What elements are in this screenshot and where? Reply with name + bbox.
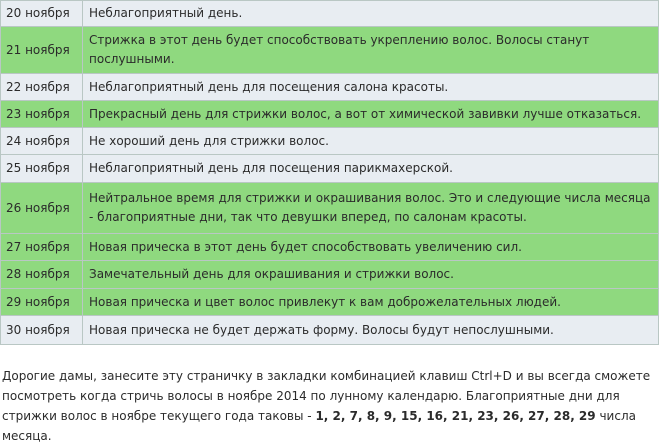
info-text: Дорогие дамы, занесите эту страничку в закладки комбинацией клавиш Ctrl+D и вы всегда сможете посмотреть когда стричь волосы в ноябре 2014 по лунному календарю. Благоприятные дни для стрижки волос в ноябре текущего года таковы -: [2, 369, 651, 423]
table-row: [1, 183, 659, 234]
date-cell: 30 ноября: [1, 316, 83, 345]
description-cell: Новая прическа и цвет волос привлекут к вам доброжелательных людей.: [83, 289, 659, 316]
date-cell: 24 ноября: [1, 128, 83, 155]
description-cell: Новая прическа не будет держать форму. Волосы будут непослушными.: [83, 316, 659, 345]
description-cell: Замечательный день для окрашивания и стрижки волос.: [83, 261, 659, 289]
table-row: [1, 27, 659, 74]
date-cell: 28 ноября: [1, 261, 83, 289]
table-row: [1, 234, 659, 261]
favorable-days: 1, 2, 7, 8, 9, 15, 16, 21, 23, 26, 27, 28, 29: [315, 409, 596, 423]
date-cell: 20 ноября: [1, 1, 83, 27]
description-cell: Неблагоприятный день для посещения парикмахерской.: [83, 155, 659, 183]
info-tail: числа месяца.: [2, 409, 636, 443]
date-cell: 26 ноября: [1, 183, 83, 234]
table-row: [1, 289, 659, 316]
date-cell: 29 ноября: [1, 289, 83, 316]
description-cell: Нейтральное время для стрижки и окрашивания волос. Это и следующие числа месяца - благоприятные дни, так что девушки вперед, по салонам красоты.: [83, 183, 659, 234]
description-cell: Новая прическа в этот день будет способствовать увеличению сил.: [83, 234, 659, 261]
date-cell: 27 ноября: [1, 234, 83, 261]
date-cell: 23 ноября: [1, 101, 83, 128]
table-row: [1, 261, 659, 289]
date-cell: 25 ноября: [1, 155, 83, 183]
table-row: [1, 128, 659, 155]
description-cell: Неблагоприятный день.: [83, 1, 659, 27]
date-cell: 22 ноября: [1, 74, 83, 101]
table-row: [1, 316, 659, 345]
description-cell: Стрижка в этот день будет способствовать укреплению волос. Волосы станут послушными.: [83, 27, 659, 74]
table-row: [1, 74, 659, 101]
table-row: [1, 155, 659, 183]
table-row: [1, 101, 659, 128]
description-cell: Не хороший день для стрижки волос.: [83, 128, 659, 155]
description-cell: Неблагоприятный день для посещения салона красоты.: [83, 74, 659, 101]
date-cell: 21 ноября: [1, 27, 83, 74]
description-cell: Прекрасный день для стрижки волос, а вот от химической завивки лучше отказаться.: [83, 101, 659, 128]
table-body: [1, 1, 659, 345]
info-paragraph: [2, 366, 657, 446]
table-row: [1, 1, 659, 27]
